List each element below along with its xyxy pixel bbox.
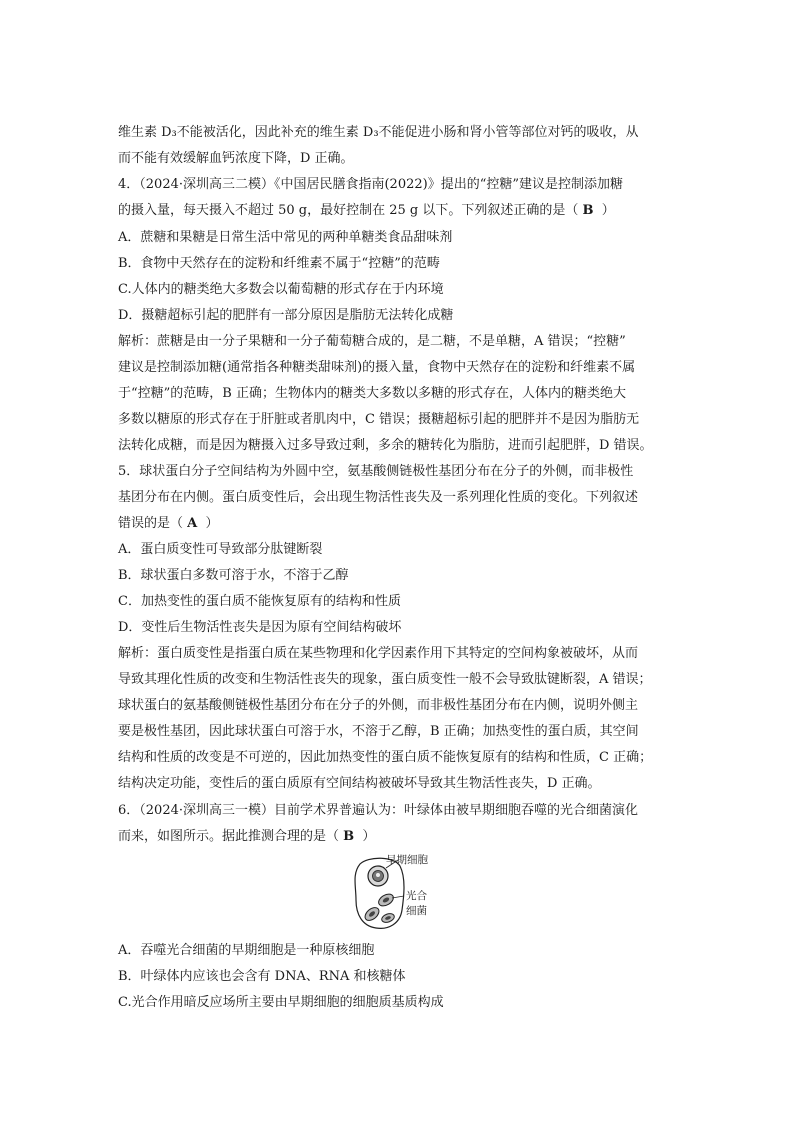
- option-c: C.光合作用暗反应场所主要由早期细胞的细胞质基质构成: [118, 995, 444, 1010]
- option-c: C.人体内的糖类绝大多数会以葡萄糖的形式存在于内环境: [118, 282, 444, 297]
- question-4-stem-end: 的摄入量，每天摄入不超过 50 g，最好控制在 25 g 以下。下列叙述正确的是（ B ）: [118, 203, 615, 218]
- option-b: B．食物中天然存在的淀粉和纤维素不属于“控糖”的范畴: [118, 256, 440, 271]
- text-line: 维生素 D₃不能被活化，因此补充的维生素 D₃不能促进小肠和肾小管等部位对钙的吸收，从: [118, 125, 639, 140]
- question-5-stem-end: 错误的是（ A ）: [118, 516, 219, 531]
- option-b: B．叶绿体内应该也会含有 DNA、RNA 和核糖体: [118, 969, 406, 984]
- analysis-line: 多数以糖原的形式存在于肝脏或者肌肉中，C 错误；摄糖超标引起的肥胖并不是因为脂肪无: [118, 412, 640, 427]
- analysis-line: 球状蛋白的氨基酸侧链极性基团分布在分子的外侧，而非极性基团分布在内侧，说明外侧主: [118, 698, 639, 713]
- analysis-line: 解析：蛋白质变性是指蛋白质在某些物理和化学因素作用下其特定的空间构象被破坏，从而: [118, 646, 639, 661]
- analysis-line: 法转化成糖，而是因为糖摄入过多导致过剩，多余的糖转化为脂肪，进而引起肥胖，D 错误。: [118, 438, 653, 453]
- answer-q5: A: [187, 516, 198, 531]
- analysis-line: 结构和性质的改变是不可逆的，因此加热变性的蛋白质不能恢复原有的结构和性质，C 正确；: [118, 750, 653, 765]
- endosymbiosis-figure: [340, 852, 450, 934]
- analysis-line: 要是极性基团，因此球状蛋白可溶于水，不溶于乙醇，B 正确；加热变性的蛋白质，其空间: [118, 724, 639, 739]
- nucleus-highlight: [376, 873, 380, 877]
- question-5-stem: 5．球状蛋白分子空间结构为外圆中空，氨基酸侧链极性基团分布在分子的外侧，而非极性: [118, 464, 634, 479]
- option-d: D．变性后生物活性丧失是因为原有空间结构破坏: [118, 620, 402, 635]
- analysis-line: 于“控糖”的范畴，B 正确；生物体内的糖类大多数以多糖的形式存在，人体内的糖类绝大: [118, 386, 626, 401]
- answer-q4: B: [582, 203, 594, 218]
- question-5-stem: 基团分布在内侧。蛋白质变性后，会出现生物活性丧失及一系列理化性质的变化。下列叙述: [118, 490, 639, 505]
- question-6-stem-end: 而来，如图所示。据此推测合理的是（ B ）: [118, 829, 376, 844]
- option-a: A．蛋白质变性可导致部分肽键断裂: [118, 542, 323, 557]
- option-c: C．加热变性的蛋白质不能恢复原有的结构和性质: [118, 594, 401, 609]
- option-d: D．摄糖超标引起的肥胖有一部分原因是脂肪无法转化成糖: [118, 308, 454, 323]
- option-a: A．吞噬光合细菌的早期细胞是一种原核细胞: [118, 943, 375, 958]
- answer-q6: B: [343, 829, 355, 844]
- analysis-line: 建议是控制添加糖(通常指各种糖类甜味剂)的摄入量，食物中天然存在的淀粉和纤维素不属: [118, 360, 636, 375]
- question-4-stem: 4．（2024·深圳高三二模）《中国居民膳食指南(2022)》提出的“控糖”建议是控制添加糖: [118, 177, 624, 192]
- analysis-line: 导致其理化性质的改变和生物活性丧失的现象，蛋白质变性一般不会导致肽键断裂，A 错误；: [118, 672, 652, 687]
- label-photosynthetic-bacteria: 细菌: [406, 905, 427, 917]
- analysis-line: 解析：蔗糖是由一分子果糖和一分子葡萄糖合成的，是二糖，不是单糖，A 错误；“控糖”: [118, 334, 626, 349]
- label-photosynthetic-bacteria: 光合: [406, 890, 427, 902]
- option-b: B．球状蛋白多数可溶于水，不溶于乙醇: [118, 568, 349, 583]
- question-6-stem: 6．（2024·深圳高三一模）目前学术界普遍认为：叶绿体由被早期细胞吞噬的光合细菌演化: [118, 803, 638, 818]
- analysis-line: 结构决定功能，变性后的蛋白质原有空间结构被破坏导致其生物活性丧失，D 正确。: [118, 776, 601, 791]
- label-early-cell: 早期细胞: [386, 854, 428, 866]
- text-line: 而不能有效缓解血钙浓度下降，D 正确。: [118, 151, 354, 166]
- option-a: A．蔗糖和果糖是日常生活中常见的两种单糖类食品甜味剂: [118, 230, 453, 245]
